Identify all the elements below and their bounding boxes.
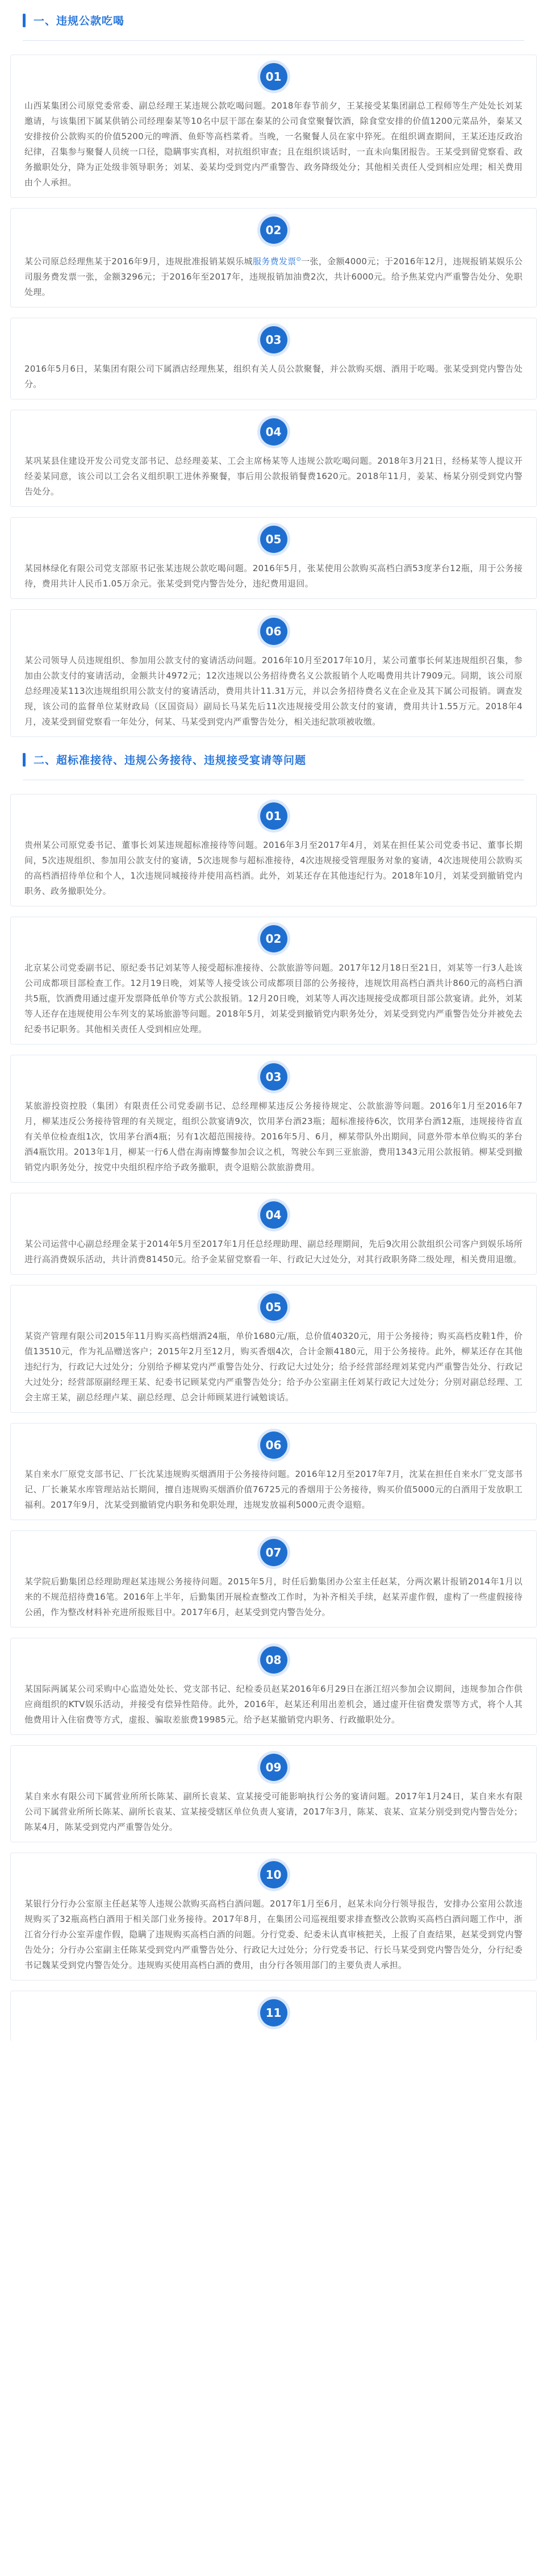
case-text: 山西某集团公司原党委常委、副总经理王某违规公款吃喝问题。2018年春节前夕，王某接受某集团副总工程师等生产处处长刘某邀请，与该集团下属某供销公司经理秦某等10名中层干部在秦某的公司食堂聚餐饮酒，除食堂安排的价值1200元菜品外，秦某又安排按价公款购买的价值5200元的啤酒、鱼虾等高档菜肴。当晚，一名聚餐人员在家中猝死。在组织调查期间，王某还违反政治纪律，召集参与聚餐人员统一口径，隐瞒事实真相，对抗组织审查；且在组织谈话时，一直未向集团报告。王某受到留党察看、政务撤职处分，降为正处级非领导职务；刘某、姜某均受到党内严重警告、政务降级处分；其他相关责任人受到相应处理；相关费用由个人承担。 (24, 101, 523, 188)
case-text: 某公司运营中心副总经理金某于2014年5月至2017年1月任总经理助理、副总经理期间，先后9次用公款组织公司客户到娱乐场所进行高消费娱乐活动，共计消费81450元。给予金某留党察看一年、行政记大过处分，对其行政职务降二级处理，相关费用退缴。 (24, 1239, 523, 1264)
case-number-badge: 08 (260, 1646, 287, 1674)
case-card (10, 1745, 537, 1842)
section-1-header (0, 13, 547, 28)
case-number-badge: 01 (260, 63, 287, 90)
case-number-badge: 04 (260, 1201, 287, 1229)
case-text: 某旅游投资控股（集团）有限责任公司党委副书记、总经理柳某违反公务接待规定、公款旅游等问题。2016年1月至2016年7月，柳某违反公务接待管理的有关规定，组织公款宴请9次，饮用茅台酒23瓶；超标准接待6次，饮用茅台酒12瓶，违规接待省直有关单位检查组1次，饮用茅台酒4瓶；另有1次超范围接待。2016年5月、6月，柳某带队外出期间，同意外带本单位购买的茅台酒4瓶饮用。2013年1月，柳某一行6人借在海南博鳌参加会议之机，驾驶公车到三亚旅游，费用1343元用公款报销。柳某受到撤销党内职务处分，按党中央组织程序给予政务撤职，责令退赔公款旅游费用。 (24, 1101, 523, 1172)
case-number-badge: 03 (260, 326, 287, 353)
case-number-badge: 10 (260, 1861, 287, 1888)
section-divider (23, 40, 524, 41)
case-text: 某巩某县住建设开发公司党支部书记、总经理姜某、工会主席杨某等人违规公款吃喝问题。2018年3月21日，经杨某等人提议开经姜某同意，该公司以工会名义组织职工进休养聚餐，事后用公款报销餐费1620元。2018年11月，姜某、杨某分别受到党内警告处分。 (24, 456, 523, 497)
case-number-badge: 05 (260, 1293, 287, 1321)
case-number-badge: 02 (260, 217, 287, 244)
case-number-badge: 05 (260, 526, 287, 553)
case-text: 北京某公司党委副书记、原纪委书记刘某等人接受超标准接待、公款旅游等问题。2017年12月18日至21日，刘某等一行3人赴该公司成都项目部检查工作。12月19日晚，刘某等人接受该公司成都项目部的公务接待，违规饮用高档白酒共计860元的高档白酒共5瓶，饮酒费用通过虚开发票降低单价等方式公款报销。12月20日晚，刘某等人再次违规接受成都项目部公款宴请。此外，刘某等人还存在违规使用公车列支的某场旅游等问题。2018年5月，刘某受到撤销党内职务处分，刘某受到党内严重警告处分并被免去纪委书记职务。其他相关责任人受到相应处理。 (24, 963, 523, 1034)
section-marker (23, 753, 26, 767)
case-card (10, 1638, 537, 1735)
case-card (10, 1853, 537, 1980)
section-1-title: 一、违规公款吃喝 (34, 15, 125, 27)
section-2-title: 二、超标准接待、违规公务接待、违规接受宴请等问题 (34, 754, 307, 767)
case-card (10, 1423, 537, 1520)
case-card (10, 517, 537, 599)
section-2-header (0, 752, 547, 767)
case-card (10, 1193, 537, 1275)
case-text: 2016年5月6日，某集团有限公司下属酒店经理焦某，组织有关人员公款聚餐，并公款购买烟、酒用于吃喝。张某受到党内警告处分。 (24, 364, 523, 389)
case-card (10, 1530, 537, 1628)
case-text: 某银行分行办公室原主任赵某等人违规公款购买高档白酒问题。2017年1月至6月，赵某未向分行领导报告，安排办公室用公款违规购买了32瓶高档白酒用于相关部门业务接待。2017年8月，在集团公司巡视组要求排查整改公款购买高档白酒问题工作中，浙江省分行办公室弄虚作假，隐瞒了违规购买高档白酒的问题。分行党委、纪委未认真审核把关，上报了自查结果，赵某受到党内警告处分；分行办公室副主任陈某受到党内严重警告处分、行政记大过处分；分行党委书记、行长马某受到党内警告处分，分行纪委书记魏某受到党内警告处分。违规购买使用高档白酒的费用，由分行各领用部门的主要负责人承担。 (24, 1899, 523, 1970)
case-number-badge: 06 (260, 1431, 287, 1459)
case-text: 某国际两属某公司采购中心监造处处长、党支部书记、纪检委员赵某2016年6月29日在浙江绍兴参加会议期间，违规参加合作供应商组织的KTV娱乐活动，并接受有偿异性陪侍。此外，2016年，赵某还利用出差机会，通过虚开住宿费发票等方式，将个人其他费用计入住宿费等方式，虚报、骗取差旅费19985元。给予赵某撤销党内职务、行政撤职处分。 (24, 1684, 523, 1725)
case-card (10, 609, 537, 737)
case-card (10, 410, 537, 507)
case-text: 贵州某公司原党委书记、董事长刘某违规超标准接待等问题。2016年3月至2017年4月，刘某在担任某公司党委书记、董事长期间，5次违规组织、参加用公款支付的宴请，5次违规参与超标准接待，4次违规接受管理服务对象的宴请，4次违规使用公款购买的高档酒招待单位和个人，1次违规同城接待并使用高档酒。此外，刘某还存在其他违纪行为。2018年10月，刘某受到撤销党内职务、政务撤职处分。 (24, 840, 523, 896)
case-number-badge: 03 (260, 1063, 287, 1091)
case-card (10, 1285, 537, 1413)
case-number-badge: 06 (260, 618, 287, 645)
case-number-badge: 07 (260, 1539, 287, 1566)
case-text (24, 252, 523, 300)
case-card (10, 794, 537, 906)
case-card (10, 318, 537, 399)
case-text: 某自来水有限公司下属营业所所长陈某、副所长袁某、宣某接受可能影响执行公务的宴请问题。2017年1月24日，某自来水有限公司下属营业所所长陈某、副所长袁某、宣某接受辖区单位负责人宴请，2017年3月，陈某、袁某、宣某分别受到党内警告处分；陈某4月，陈某受到党内严重警告处分。 (24, 1791, 523, 1832)
case-card (10, 55, 537, 198)
case-text: 某园林绿化有限公司党支部原书记张某违规公款吃喝问题。2016年5月，张某使用公款购买高档白酒53度茅台12瓶，用于公务接待，费用共计人民币1.05万余元。张某受到党内警告处分，违纪费用退回。 (24, 563, 523, 589)
case-number-badge: 11 (260, 1999, 287, 2026)
case-card (10, 1055, 537, 1183)
case-text: 某资产管理有限公司2015年11月购买高档烟酒24瓶，单价1680元/瓶，总价值40320元，用于公务接待；购买高档皮鞋1件，价值13510元，作为礼品赠送客户；2015年2月至12月，购买香烟4次，合计金额4180元，用于公务接待。此外，柳某还存在其他违纪行为，行政记大过处分；分别给予柳某党内严重警告处分、行政记大过处分；给予经营部经理刘某党内严重警告处分、行政记大过处分；经营部原副经理王某、纪委书记顾某党内严重警告处分；给予办公室副主任刘某行政记大过处分；分别对副总经理、工会主席王某，副总经理卢某、副总经理、总会计师顾某进行诫勉谈话。 (24, 1331, 523, 1403)
case-number-badge: 09 (260, 1754, 287, 1781)
case-text-part: 一张，金额4000元；于2016年12月，违规报销某娱乐公司服务费发票一张，金额3296元；于2016年至2017年，违规报销加油费2次，共计6000元。给予焦某党内严重警告处分、免职处理。 (24, 256, 523, 297)
case-text-part: 某公司原总经理焦某于2016年9月，违规批准报销某娱乐城 (24, 256, 253, 267)
case-number-badge: 01 (260, 802, 287, 830)
case-number-badge: 04 (260, 418, 287, 446)
case-card (10, 1991, 537, 2041)
case-text: 某公司领导人员违规组织、参加用公款支付的宴请活动问题。2016年10月至2017年10月，某公司董事长何某违规组织召集，参加由公款支付的宴请活动，金额共计4972元；12次违规以公务招待费名义公款报销个人吃喝费用共计7909元。同期，该公司原总经理凌某113次违规组织用公款支付的宴请活动，费用共计11.31万元，并以会务招待费名义在企业及其下属公司报销。调查发现，该公司的监督单位某财政局（区国资局）副局长马某先后11次违规接受用公款支付的宴请，费用共计1.55万元。2018年4月，凌某受到留党察看一年处分，何某、马某受到党内严重警告处分，相关违纪款项被收缴。 (24, 655, 523, 727)
case-card (10, 917, 537, 1044)
keyword-link[interactable]: 服务费发票 (252, 256, 297, 267)
case-text: 某学院后勤集团总经理助理赵某违规公务接待问题。2015年5月，时任后勤集团办公室主任赵某，分两次累计报销2014年1月以来的不规范招待费16笔。2016年上半年，后勤集团开展检查整改工作时，为补齐相关手续，赵某弄虚作假，虚构了一些虚假接待公函，作为整改材料补充进所报账目中。2017年6月，赵某受到党内警告处分。 (24, 1576, 523, 1617)
link-marker-icon: ⊙ (296, 256, 302, 263)
section-marker (23, 14, 26, 27)
case-text: 某自来水厂原党支部书记、厂长沈某违规购买烟酒用于公务接待问题。2016年12月至2017年7月，沈某在担任自来水厂党支部书记、厂长兼某水库管理站站长期间，擅自违规购买烟酒价值76725元的香烟用于公务接待，购买价值5000元的白酒用于发放职工福利。2017年9月，沈某受到撤销党内职务和免职处理，违规发放福利5000元责令退赔。 (24, 1469, 523, 1510)
case-number-badge: 02 (260, 925, 287, 952)
case-card (10, 208, 537, 307)
